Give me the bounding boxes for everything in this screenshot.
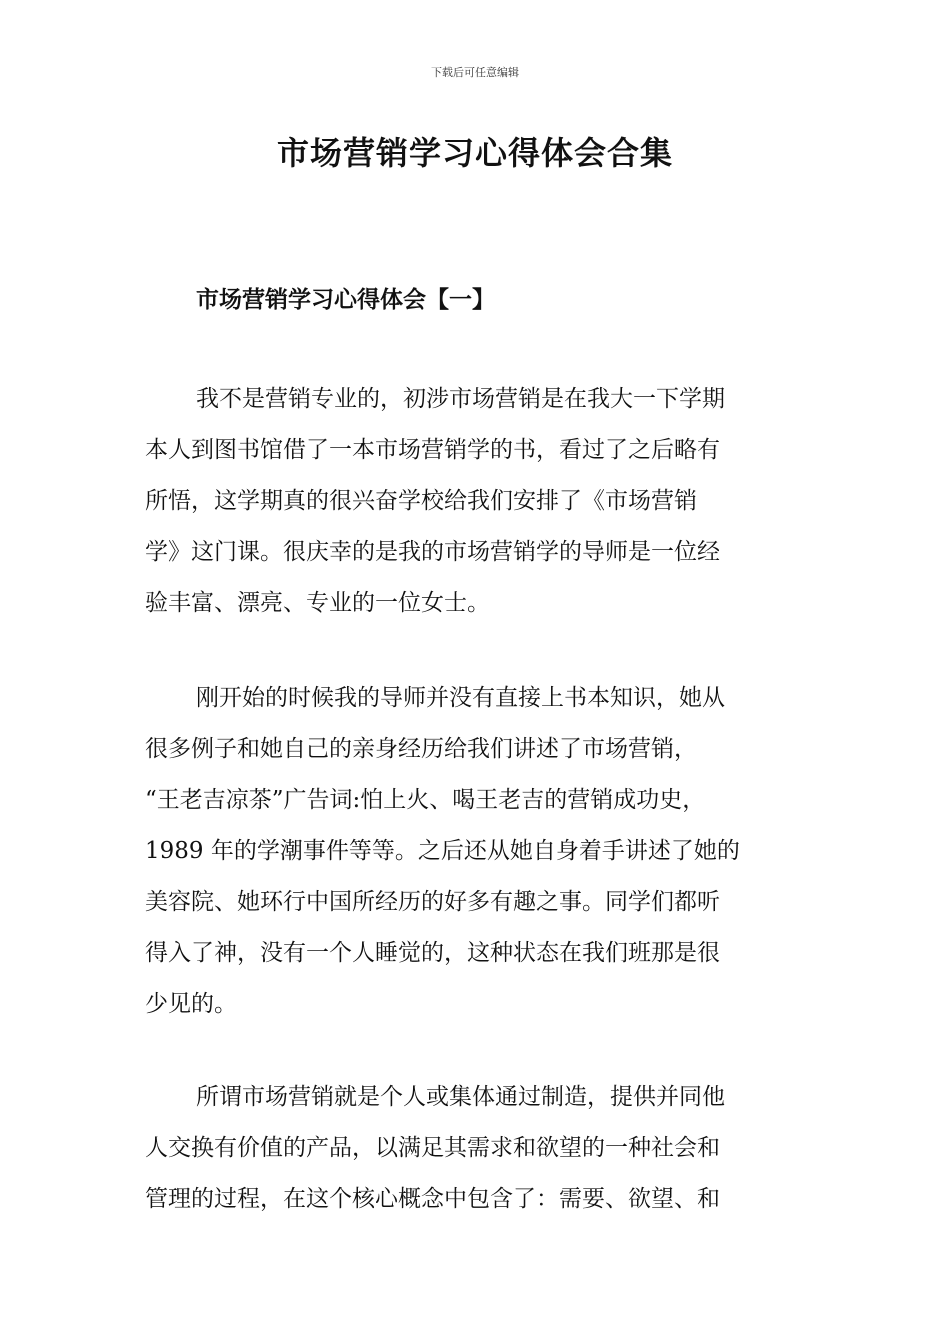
paragraph-line: 我不是营销专业的，初涉市场营销是在我大一下学期 (196, 386, 725, 412)
paragraph-line: 美容院、她环行中国所经历的好多有趣之事。同学们都听 (145, 889, 720, 915)
paragraph-line: 验丰富、漂亮、专业的一位女士。 (145, 590, 490, 616)
paragraph-line: “王老吉凉茶”广告词:怕上火、喝王老吉的营销成功史， (145, 787, 706, 813)
paragraph-line: 很多例子和她自己的亲身经历给我们讲述了市场营销， (145, 736, 697, 762)
paragraph-line: 本人到图书馆借了一本市场营销学的书，看过了之后略有 (145, 437, 720, 463)
paragraph-line: 所悟，这学期真的很兴奋学校给我们安排了《市场营销 (145, 488, 697, 514)
paragraph-1 (145, 374, 813, 629)
paragraph-line: 人交换有价值的产品，以满足其需求和欲望的一种社会和 (145, 1135, 720, 1161)
paragraph-3 (145, 1072, 813, 1225)
paragraph-line: 少见的。 (145, 991, 237, 1017)
header-note: 下载后可任意编辑 (431, 66, 519, 79)
paragraph-line: 所谓市场营销就是个人或集体通过制造，提供并同他 (196, 1084, 725, 1110)
paragraph-line: 得入了神，没有一个人睡觉的，这种状态在我们班那是很 (145, 940, 720, 966)
paragraph-line: 1989 年的学潮事件等等。之后还从她自身着手讲述了她的 (145, 838, 740, 864)
paragraph-line: 刚开始的时候我的导师并没有直接上书本知识，她从 (196, 685, 725, 711)
document-title: 市场营销学习心得体会合集 (276, 134, 673, 172)
section-heading: 市场营销学习心得体会【一】 (196, 286, 495, 313)
paragraph-line: 学》这门课。很庆幸的是我的市场营销学的导师是一位经 (145, 539, 720, 565)
paragraph-line: 管理的过程，在这个核心概念中包含了：需要、欲望、和 (145, 1186, 720, 1212)
paragraph-2 (145, 673, 813, 1030)
